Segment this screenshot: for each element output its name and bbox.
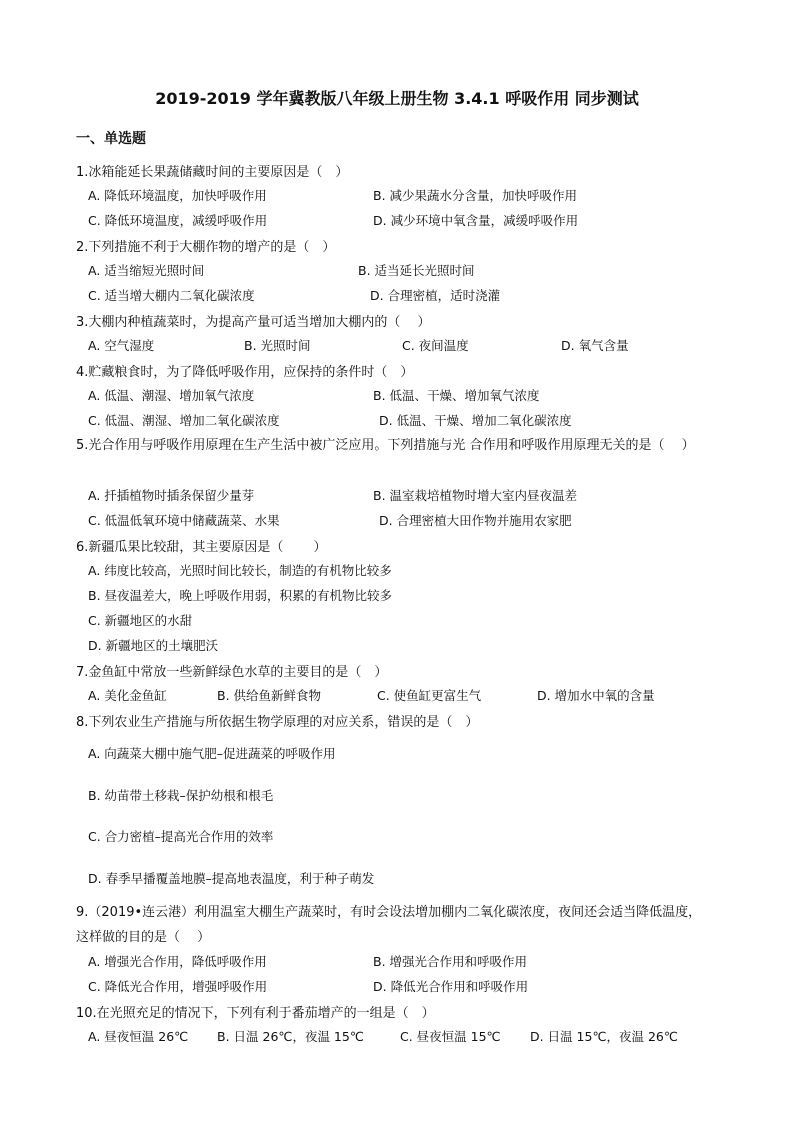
q10-option-b: B. 日温 26℃，夜温 15℃ [217,1029,364,1044]
q2-option-a: A. 适当缩短光照时间 [88,263,205,278]
q4-option-c: C. 低温、潮湿、增加二氧化碳浓度 [88,413,280,428]
question-2: 2.下列措施不利于大棚作物的增产的是（ ） [76,240,336,255]
question-6: 6.新疆瓜果比较甜，其主要原因是（ ） [76,540,327,555]
question-7: 7.金鱼缸中常放一些新鲜绿色水草的主要目的是（ ） [76,665,388,680]
section-heading: 一、单选题 [76,131,146,147]
q7-option-b: B. 供给鱼新鲜食物 [217,688,322,703]
q1-option-a: A. 降低环境温度，加快呼吸作用 [88,188,267,203]
q8-option-a: A. 向蔬菜大棚中施气肥–促进蔬菜的呼吸作用 [88,746,336,761]
q3-option-d: D. 氧气含量 [561,338,629,353]
q6-option-c: C. 新疆地区的水甜 [88,613,193,628]
q4-option-d: D. 低温、干燥、增加二氧化碳浓度 [379,413,572,428]
q2-option-d: D. 合理密植，适时浇灌 [370,288,501,303]
q5-option-b: B. 温室栽培植物时增大室内昼夜温差 [373,488,578,503]
q1-option-b: B. 减少果蔬水分含量，加快呼吸作用 [373,188,578,203]
page-title: 2019-2019 学年冀教版八年级上册生物 3.4.1 呼吸作用 同步测试 [155,89,639,108]
q4-option-b: B. 低温、干燥、增加氧气浓度 [373,388,540,403]
question-10: 10.在光照充足的情况下，下列有利于番茄增产的一组是（ ） [76,1006,435,1021]
question-5: 5.光合作用与呼吸作用原理在生产生活中被广泛应用。下列措施与光 合作用和呼吸作用原理无关的是（ ） [76,438,695,453]
question-1: 1.冰箱能延长果蔬储藏时间的主要原因是（ ） [76,165,349,180]
q7-option-c: C. 使鱼缸更富生气 [377,688,482,703]
q3-option-b: B. 光照时间 [244,338,311,353]
q2-option-c: C. 适当增大棚内二氧化碳浓度 [88,288,255,303]
q10-option-d: D. 日温 15℃，夜温 26℃ [530,1029,678,1044]
q5-option-a: A. 扦插植物时插条保留少量芽 [88,488,255,503]
question-3: 3.大棚内种植蔬菜时，为提高产量可适当增加大棚内的（ ） [76,315,431,330]
q6-option-b: B. 昼夜温差大，晚上呼吸作用弱，积累的有机物比较多 [88,588,393,603]
q9-option-b: B. 增强光合作用和呼吸作用 [373,954,528,969]
q6-option-d: D. 新疆地区的土壤肥沃 [88,638,219,653]
q7-option-d: D. 增加水中氧的含量 [537,688,655,703]
q8-option-c: C. 合力密植–提高光合作用的效率 [88,829,274,844]
q2-option-b: B. 适当延长光照时间 [358,263,475,278]
q10-option-a: A. 昼夜恒温 26℃ [88,1029,189,1044]
q6-option-a: A. 纬度比较高，光照时间比较长，制造的有机物比较多 [88,563,392,578]
q7-option-a: A. 美化金鱼缸 [88,688,167,703]
q1-option-c: C. 降低环境温度，减缓呼吸作用 [88,213,268,228]
q5-option-c: C. 低温低氧环境中储藏蔬菜、水果 [88,513,280,528]
q8-option-d: D. 春季早播覆盖地膜–提高地表温度，利于种子萌发 [88,871,375,886]
q5-option-d: D. 合理密植大田作物并施用农家肥 [379,513,572,528]
q10-option-c: C. 昼夜恒温 15℃ [400,1029,501,1044]
q9-option-a: A. 增强光合作用，降低呼吸作用 [88,954,267,969]
q4-option-a: A. 低温、潮湿、增加氧气浓度 [88,388,255,403]
q3-option-c: C. 夜间温度 [402,338,469,353]
q3-option-a: A. 空气湿度 [88,338,155,353]
q9-option-d: D. 降低光合作用和呼吸作用 [373,979,529,994]
q8-option-b: B. 幼苗带土移栽–保护幼根和根毛 [88,788,274,803]
question-9: 9.（2019•连云港）利用温室大棚生产蔬菜时，有时会设法增加棚内二氧化碳浓度，夜间还会适当降低温度，这样做的目的是（ ） [76,905,702,945]
q1-option-d: D. 减少环境中氧含量，减缓呼吸作用 [373,213,579,228]
question-8: 8.下列农业生产措施与所依据生物学原理的对应关系，错误的是（ ） [76,715,479,730]
question-4: 4.贮藏粮食时，为了降低呼吸作用，应保持的条件时（ ） [76,365,414,380]
q9-option-c: C. 降低光合作用，增强呼吸作用 [88,979,268,994]
